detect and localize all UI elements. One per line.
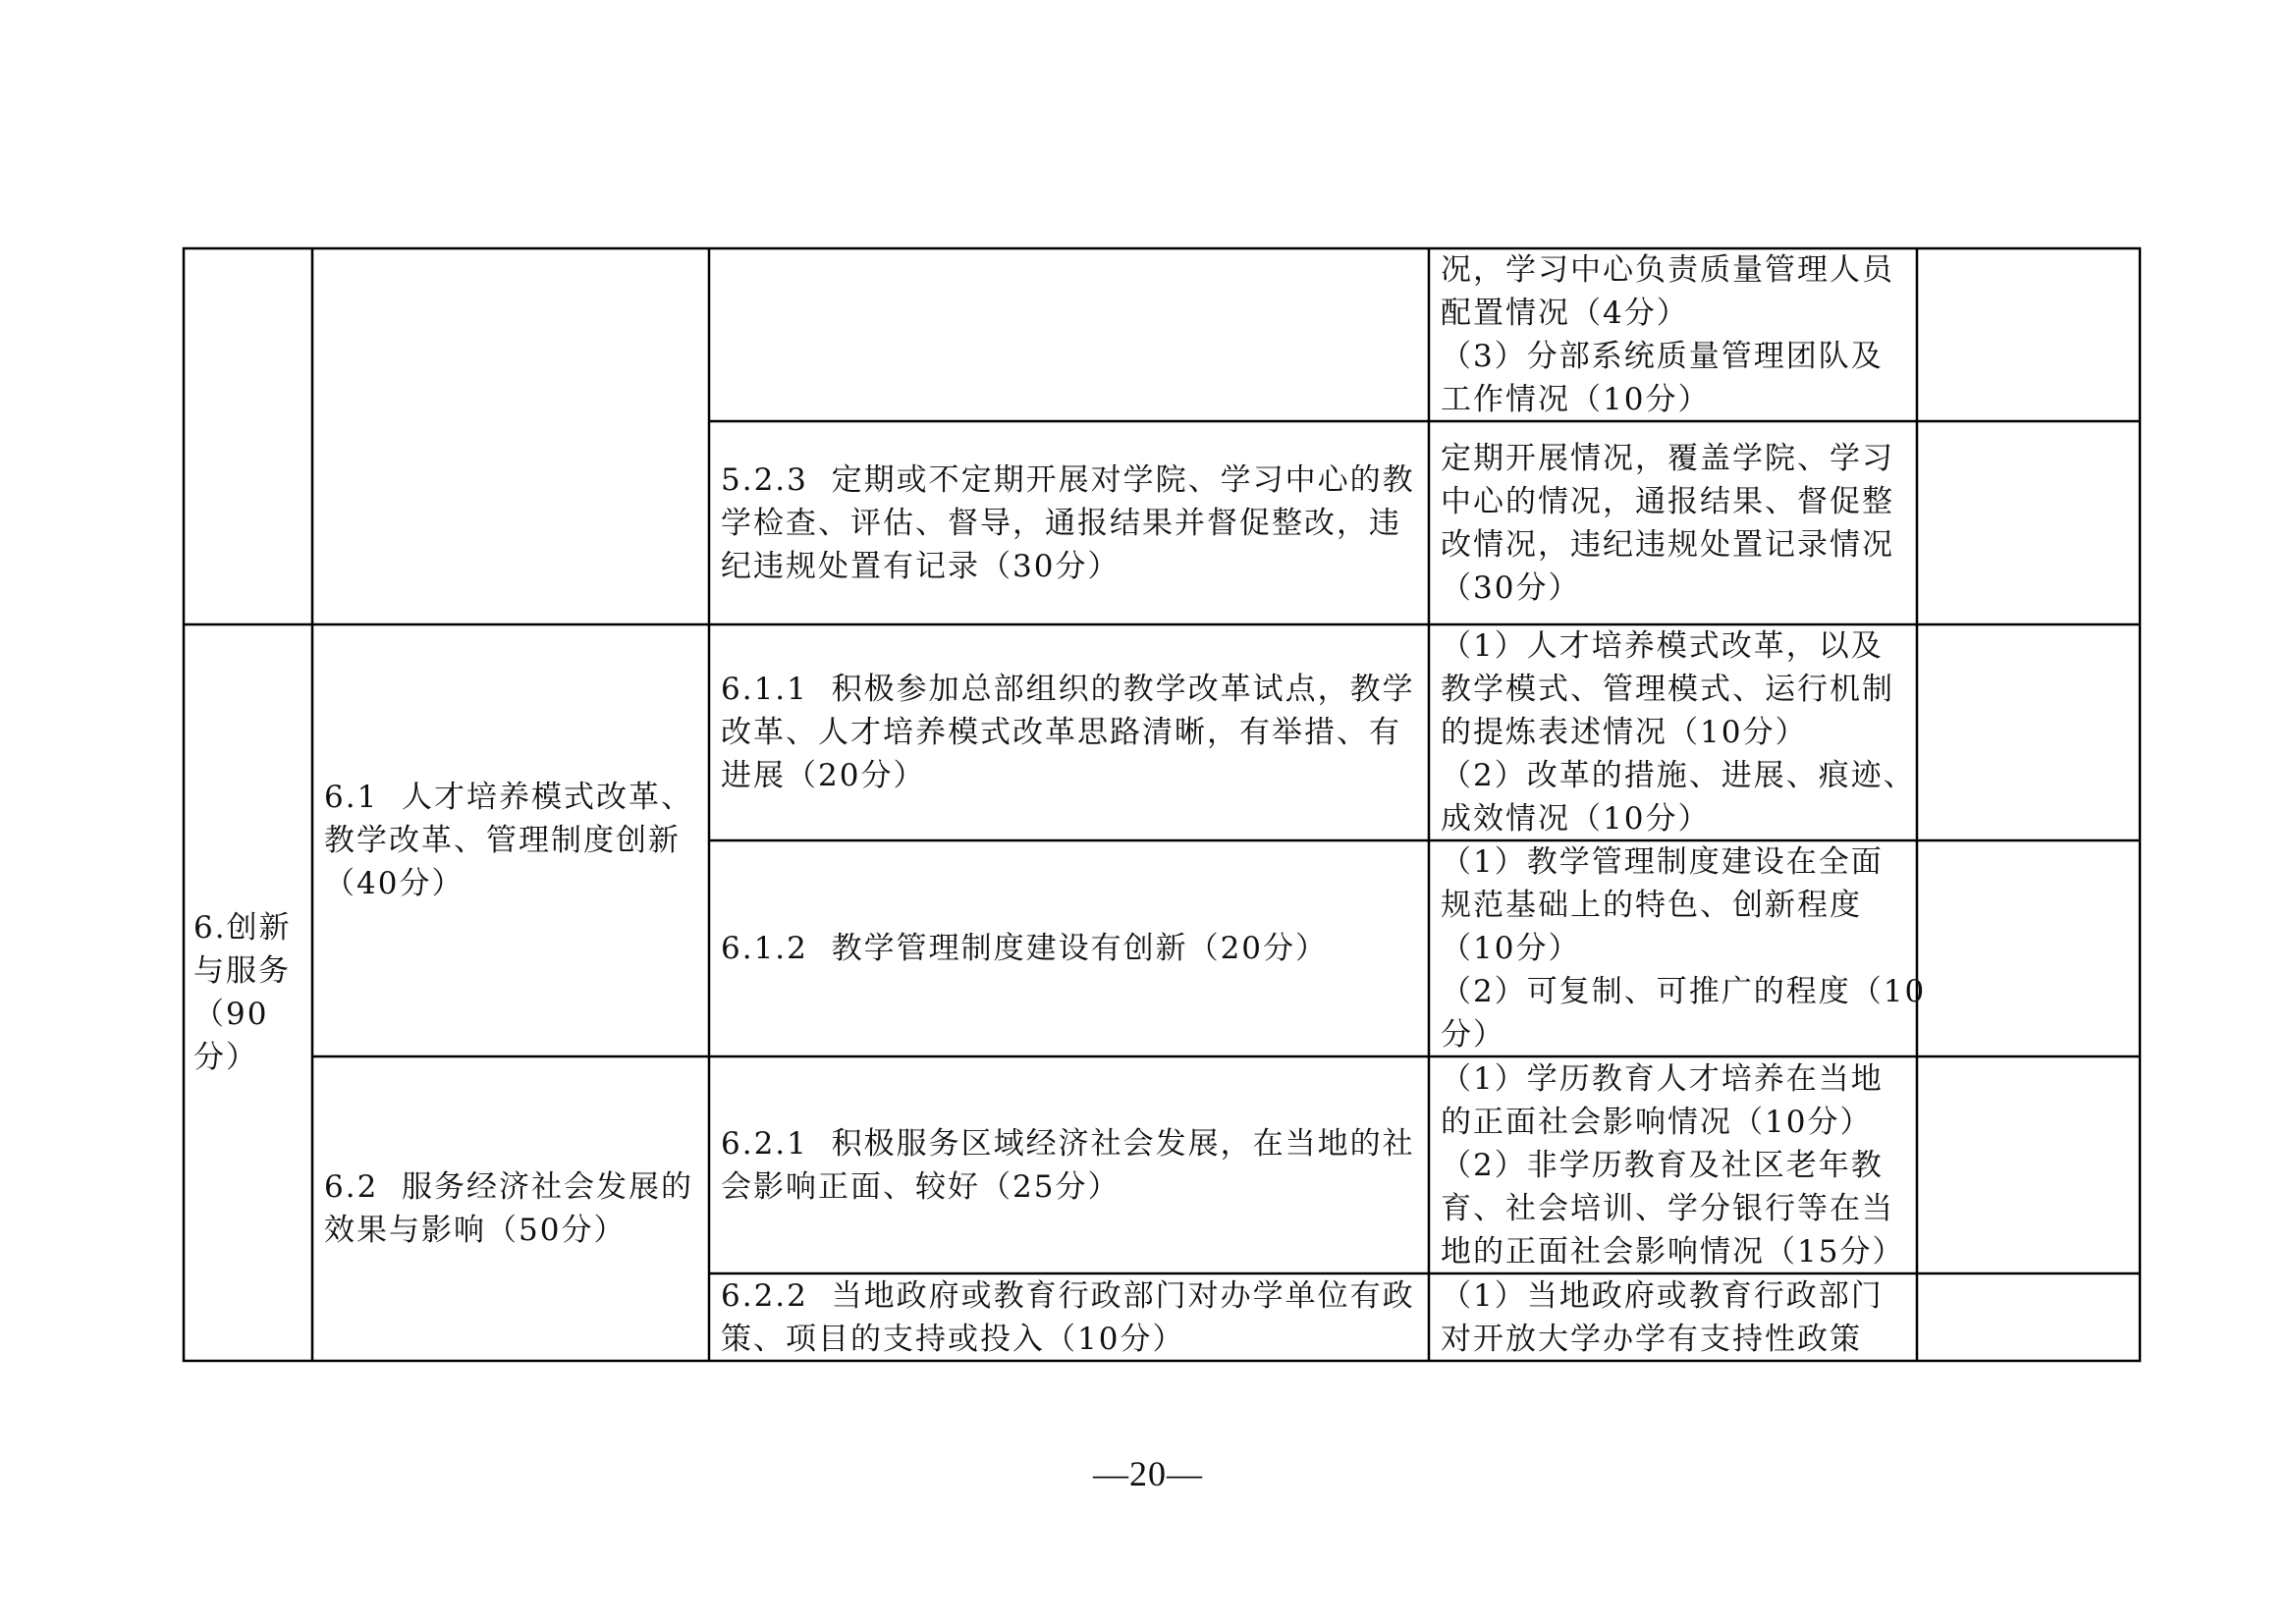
criterion-5-2-3 (711, 422, 1427, 623)
detail-line: （10分） (1441, 931, 1581, 966)
page-number: —20— (1093, 1454, 1203, 1493)
category-6 (186, 625, 311, 1360)
subcategory-6-2 (314, 1057, 707, 1360)
detail-line: 中心的情况，通报结果、督促整 (1441, 483, 1894, 519)
category-line: 与服务 (193, 953, 291, 989)
criterion-line: 策、项目的支持或投入（10分） (721, 1321, 1185, 1357)
criterion-line: 进展（20分） (721, 758, 926, 793)
detail-line: 地的正面社会影响情况（15分） (1441, 1233, 1905, 1270)
detail-line: （1）人才培养模式改革，以及 (1441, 628, 1884, 664)
detail-line: 工作情况（10分） (1441, 382, 1711, 417)
detail-line: 规范基础上的特色、创新程度 (1441, 888, 1862, 923)
criterion-line: 6.1.2 教学管理制度建设有创新（20分） (721, 931, 1329, 966)
detail-line: （1）当地政府或教育行政部门 (1441, 1277, 1884, 1314)
detail-line: （30分） (1441, 569, 1581, 606)
detail-line: 定期开展情况，覆盖学院、学习 (1441, 440, 1894, 476)
detail-line: （2）可复制、可推广的程度（10 (1441, 974, 1927, 1009)
subcategory-line: （40分） (324, 866, 465, 901)
detail-line: 分） (1441, 1017, 1505, 1053)
detail-line: 育、社会培训、学分银行等在当 (1441, 1190, 1894, 1226)
criterion-line: 会影响正面、较好（25分） (721, 1168, 1121, 1205)
criterion-6-1-1 (711, 625, 1427, 839)
table-row (1431, 249, 1915, 420)
detail-6-1-1 (1431, 625, 1915, 839)
category-line: 分） (193, 1040, 258, 1075)
criterion-line: 6.2.1 积极服务区域经济社会发展，在当地的社 (721, 1125, 1415, 1162)
detail-line: 况，学习中心负责质量管理人员 (1441, 252, 1894, 288)
detail-line: （2）改革的措施、进展、痕迹、 (1441, 758, 1916, 793)
subcategory-line: 6.2 服务经济社会发展的 (324, 1169, 694, 1205)
criterion-line: 6.2.2 当地政府或教育行政部门对办学单位有政 (721, 1277, 1415, 1314)
criterion-line: 5.2.3 定期或不定期开展对学院、学习中心的教 (721, 461, 1415, 498)
criterion-line: 纪违规处置有记录（30分） (721, 548, 1121, 584)
detail-line: （1）教学管理制度建设在全面 (1441, 844, 1884, 880)
detail-line: 成效情况（10分） (1441, 801, 1711, 837)
criterion-6-2-1 (711, 1057, 1427, 1272)
detail-line: 的提炼表述情况（10分） (1441, 715, 1808, 750)
detail-line: 配置情况（4分） (1441, 296, 1689, 331)
criterion-6-2-2 (711, 1274, 1427, 1360)
detail-5-2-3 (1431, 422, 1915, 623)
criterion-line: 6.1.1 积极参加总部组织的教学改革试点，教学 (721, 672, 1415, 707)
criterion-line: 改革、人才培养模式改革思路清晰，有举措、有 (721, 715, 1401, 750)
category-line: 6.创新 (193, 910, 292, 946)
detail-6-2-2 (1431, 1274, 1915, 1360)
subcategory-line: 效果与影响（50分） (324, 1213, 627, 1248)
category-line: （90 (193, 997, 269, 1032)
detail-6-2-1 (1431, 1057, 1915, 1272)
criterion-line: 学检查、评估、督导，通报结果并督促整改，违 (721, 505, 1401, 541)
detail-line: 的正面社会影响情况（10分） (1441, 1104, 1873, 1140)
detail-line: （1）学历教育人才培养在当地 (1441, 1060, 1884, 1097)
detail-line: 改情况，违纪违规处置记录情况 (1441, 526, 1894, 563)
subcategory-line: 6.1 人才培养模式改革、 (324, 780, 694, 815)
criterion-6-1-2 (711, 841, 1427, 1055)
detail-6-1-2 (1431, 841, 1927, 1055)
detail-line: 对开放大学办学有支持性政策 (1441, 1321, 1862, 1357)
detail-line: 教学模式、管理模式、运行机制 (1441, 672, 1894, 707)
subcategory-6-1 (314, 625, 707, 1055)
detail-line: （2）非学历教育及社区老年教 (1441, 1147, 1884, 1183)
subcategory-line: 教学改革、管理制度创新 (324, 823, 681, 858)
detail-line: （3）分部系统质量管理团队及 (1441, 339, 1884, 374)
